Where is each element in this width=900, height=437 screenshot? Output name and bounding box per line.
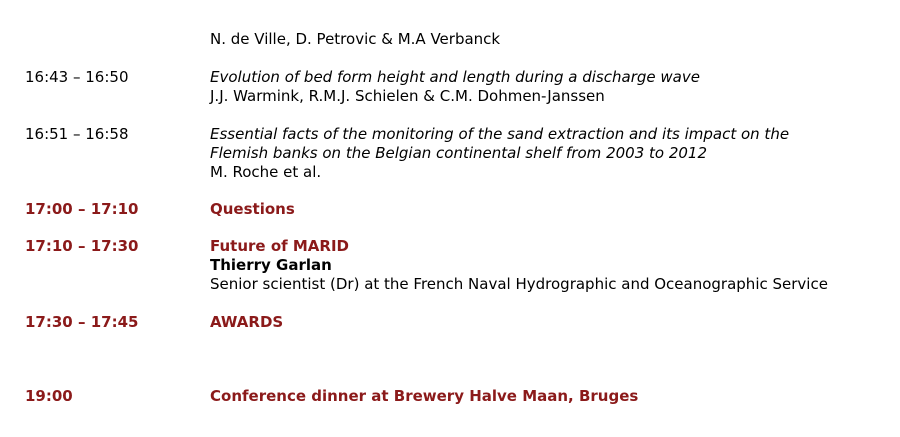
session-title: Conference dinner at Brewery Halve Maan, Bruges (210, 387, 639, 405)
session-prev-content (210, 30, 890, 49)
talk-title: Evolution of bed form height and length during a discharge wave (210, 68, 700, 86)
session-title: Future of MARID (210, 237, 349, 255)
authors: M. Roche et al. (210, 163, 322, 181)
session-dinner-content (210, 387, 890, 406)
session-future-content (210, 237, 890, 294)
session-awards-content (210, 313, 890, 332)
session-title: Questions (210, 200, 295, 218)
authors: N. de Ville, D. Petrovic & M.A Verbanck (210, 30, 501, 48)
session-sand-content (210, 125, 890, 182)
authors: J.J. Warmink, R.M.J. Schielen & C.M. Dohmen-Janssen (210, 87, 605, 105)
session-questions-content (210, 200, 890, 219)
session-time: 17:30 – 17:45 (25, 313, 139, 331)
speaker-role: Senior scientist (Dr) at the French Naval Hydrographic and Oceanographic Service (210, 275, 828, 293)
session-time: 17:00 – 17:10 (25, 200, 139, 218)
session-bedform-content (210, 68, 890, 106)
session-title: AWARDS (210, 313, 284, 331)
session-time: 17:10 – 17:30 (25, 237, 139, 255)
session-time: 16:51 – 16:58 (25, 125, 129, 143)
talk-title-line-2: Flemish banks on the Belgian continental shelf from 2003 to 2012 (210, 144, 708, 162)
session-time: 19:00 (25, 387, 73, 405)
session-time: 16:43 – 16:50 (25, 68, 129, 86)
talk-title-line-1: Essential facts of the monitoring of the sand extraction and its impact on the (210, 125, 790, 143)
speaker-name: Thierry Garlan (210, 256, 332, 274)
